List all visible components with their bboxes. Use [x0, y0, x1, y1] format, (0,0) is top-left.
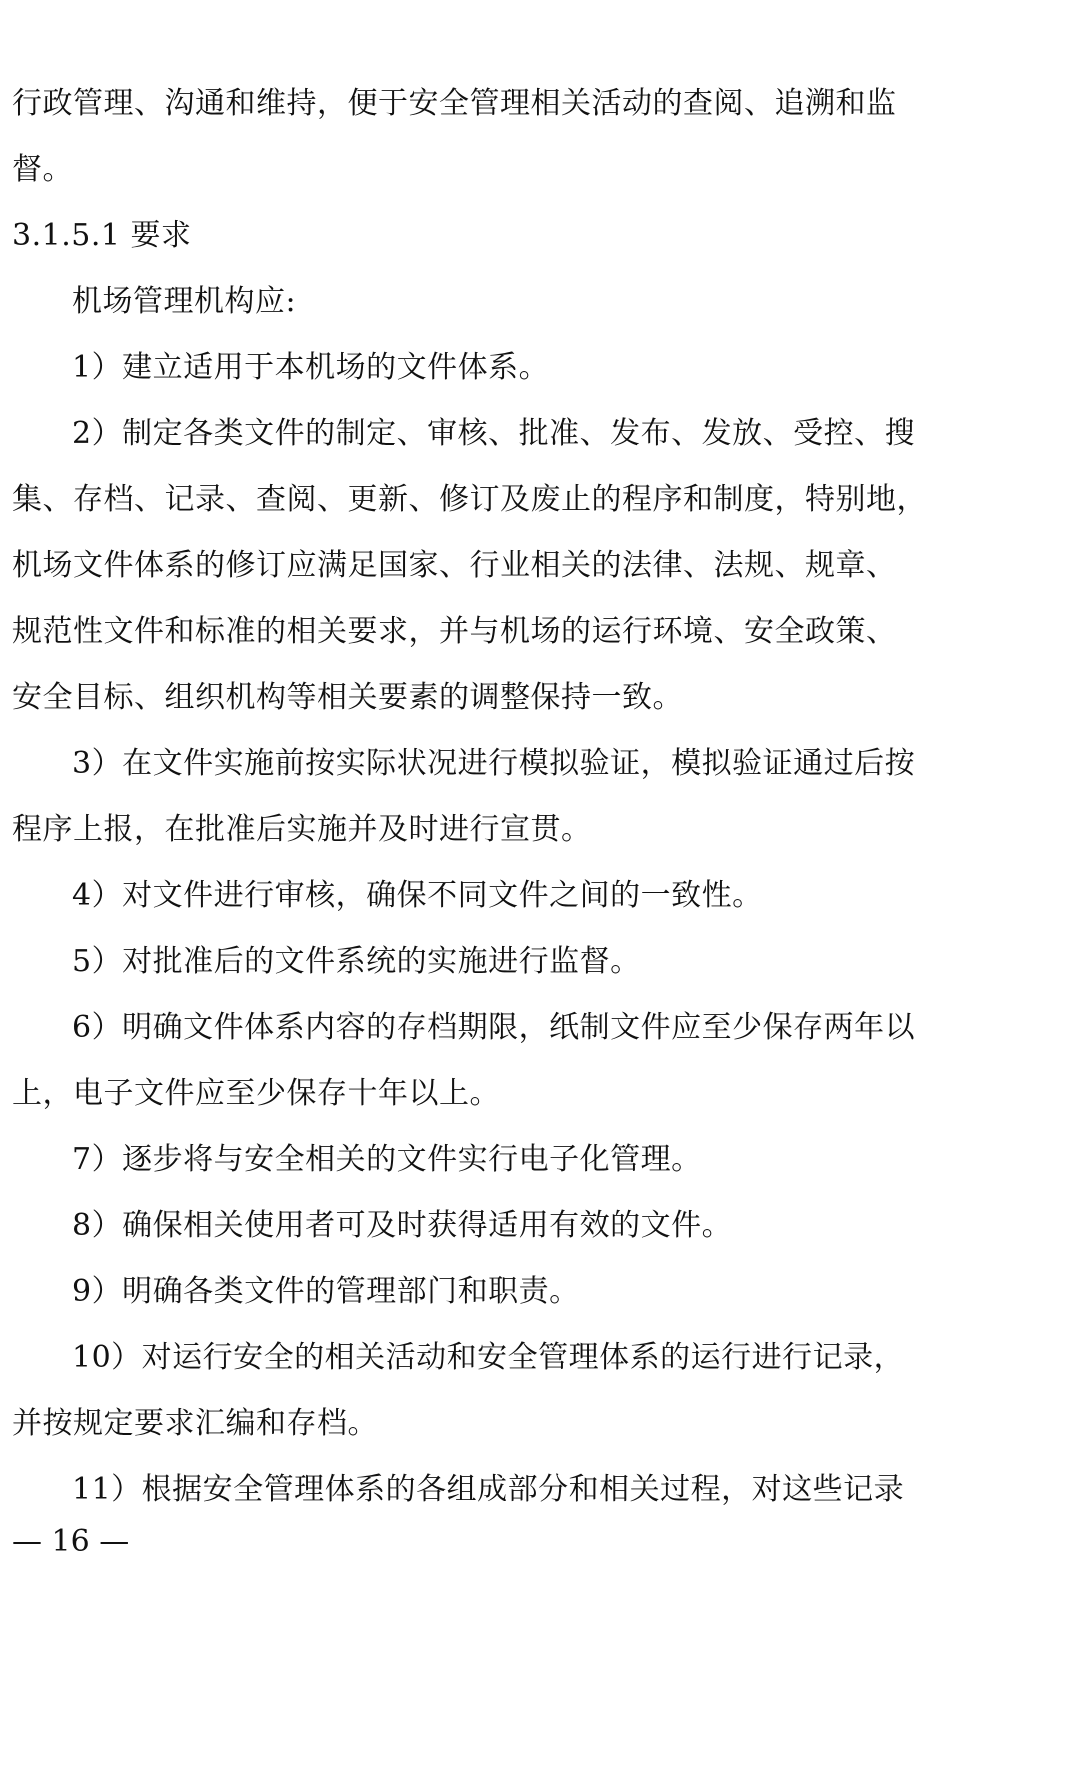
- text-line-8: 机场文件体系的修订应满足国家、行业相关的法律、法规、规章、: [12, 548, 897, 583]
- text-line-4: 机场管理机构应:: [72, 284, 297, 319]
- list-item-9: 9）明确各类文件的管理部门和职责。: [72, 1274, 580, 1309]
- list-item-11: 11）根据安全管理体系的各组成部分和相关过程，对这些记录: [72, 1472, 905, 1507]
- list-item-5: 5）对批准后的文件系统的实施进行监督。: [72, 944, 641, 979]
- section-heading: 3.1.5.1 要求: [12, 218, 192, 253]
- text-line-10: 安全目标、组织机构等相关要素的调整保持一致。: [12, 680, 683, 715]
- text-line-2: 督。: [12, 152, 73, 187]
- text-line-1: 行政管理、沟通和维持，便于安全管理相关活动的查阅、追溯和监: [12, 86, 897, 121]
- list-item-3: 3）在文件实施前按实际状况进行模拟验证，模拟验证通过后按: [72, 746, 916, 781]
- list-item-10: 10）对运行安全的相关活动和安全管理体系的运行进行记录，: [72, 1340, 905, 1375]
- list-item-2: 2）制定各类文件的制定、审核、批准、发布、发放、受控、搜: [72, 416, 916, 451]
- list-item-1: 1）建立适用于本机场的文件体系。: [72, 350, 550, 385]
- text-line-7: 集、存档、记录、查阅、更新、修订及废止的程序和制度，特别地，: [12, 482, 927, 517]
- list-item-4: 4）对文件进行审核，确保不同文件之间的一致性。: [72, 878, 763, 913]
- text-line-12: 程序上报，在批准后实施并及时进行宣贯。: [12, 812, 592, 847]
- page-number: — 16 —: [12, 1524, 130, 1559]
- text-line-16: 上，电子文件应至少保存十年以上。: [12, 1076, 500, 1111]
- text-line-9: 规范性文件和标准的相关要求，并与机场的运行环境、安全政策、: [12, 614, 897, 649]
- list-item-6: 6）明确文件体系内容的存档期限，纸制文件应至少保存两年以: [72, 1010, 916, 1045]
- list-item-8: 8）确保相关使用者可及时获得适用有效的文件。: [72, 1208, 733, 1243]
- list-item-7: 7）逐步将与安全相关的文件实行电子化管理。: [72, 1142, 702, 1177]
- text-line-21: 并按规定要求汇编和存档。: [12, 1406, 378, 1441]
